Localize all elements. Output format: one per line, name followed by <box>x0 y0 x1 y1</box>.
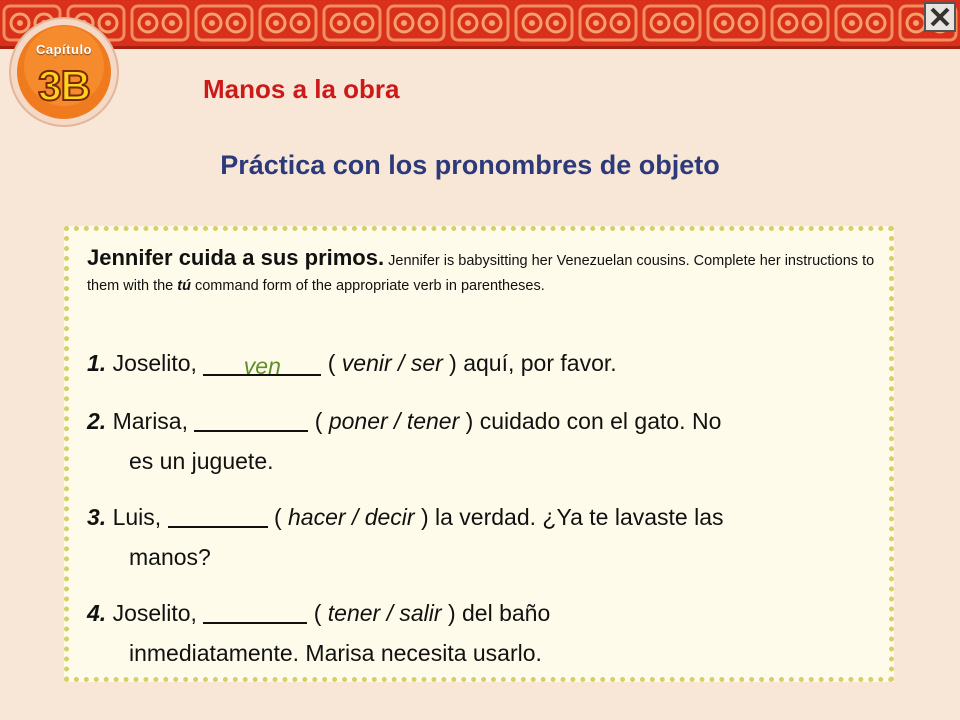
answer-blank[interactable] <box>168 498 268 528</box>
item-suffix: ) cuidado con el gato. No <box>459 408 722 434</box>
item-number: 1. <box>87 350 107 376</box>
badge-chapter-number: 3B <box>38 62 90 109</box>
close-icon <box>929 7 951 27</box>
instructions-lead: Jennifer cuida a sus primos. <box>87 245 385 270</box>
answer-blank[interactable] <box>194 402 308 432</box>
exercise-item-3 <box>87 497 887 577</box>
instructions-emphasis: tú <box>177 278 191 294</box>
exercise-item-2 <box>87 401 887 481</box>
instructions-text-a: Jennifer is babysitting her Venezuelan cousins. Complete her instructions to them with the <box>87 253 875 294</box>
instructions <box>87 245 887 299</box>
item-suffix: ) aquí, por favor. <box>442 350 617 376</box>
badge-chapter-label: Capítulo <box>36 42 92 57</box>
item-continuation: inmediatamente. Marisa necesita usarlo. <box>129 640 542 666</box>
exercise-box <box>64 226 894 682</box>
item-open-paren: ( <box>308 408 329 434</box>
item-suffix: ) del baño <box>441 600 551 626</box>
item-open-paren: ( <box>321 350 342 376</box>
decorative-banner <box>0 0 960 49</box>
spiral-pattern <box>0 0 960 46</box>
answer-text: ven <box>243 353 281 379</box>
item-prefix: Marisa, <box>106 408 195 434</box>
item-number: 3. <box>87 504 107 530</box>
item-continuation: manos? <box>129 544 211 570</box>
item-prefix: Joselito, <box>106 600 204 626</box>
verb-options: poner / tener <box>328 408 460 434</box>
item-open-paren: ( <box>307 600 328 626</box>
section-title: Manos a la obra <box>203 74 400 104</box>
page-title: Práctica con los pronombres de objeto <box>220 150 720 180</box>
exercise-item-1 <box>87 343 887 383</box>
verb-options: tener / salir <box>327 600 442 626</box>
item-prefix: Joselito, <box>106 350 204 376</box>
verb-options: venir / ser <box>341 350 443 376</box>
answer-blank[interactable] <box>203 594 307 624</box>
item-prefix: Luis, <box>106 504 168 530</box>
exercise-item-4 <box>87 593 887 673</box>
instructions-text-b: command form of the appropriate verb in parentheses. <box>190 278 545 294</box>
item-number: 2. <box>87 408 107 434</box>
item-continuation: es un juguete. <box>129 448 274 474</box>
close-button[interactable] <box>924 2 956 32</box>
item-suffix: ) la verdad. ¿Ya te lavaste las <box>414 504 724 530</box>
verb-options: hacer / decir <box>288 504 415 530</box>
item-open-paren: ( <box>267 504 289 530</box>
answer-blank[interactable] <box>203 346 321 379</box>
item-number: 4. <box>87 600 107 626</box>
chapter-badge <box>8 16 120 128</box>
